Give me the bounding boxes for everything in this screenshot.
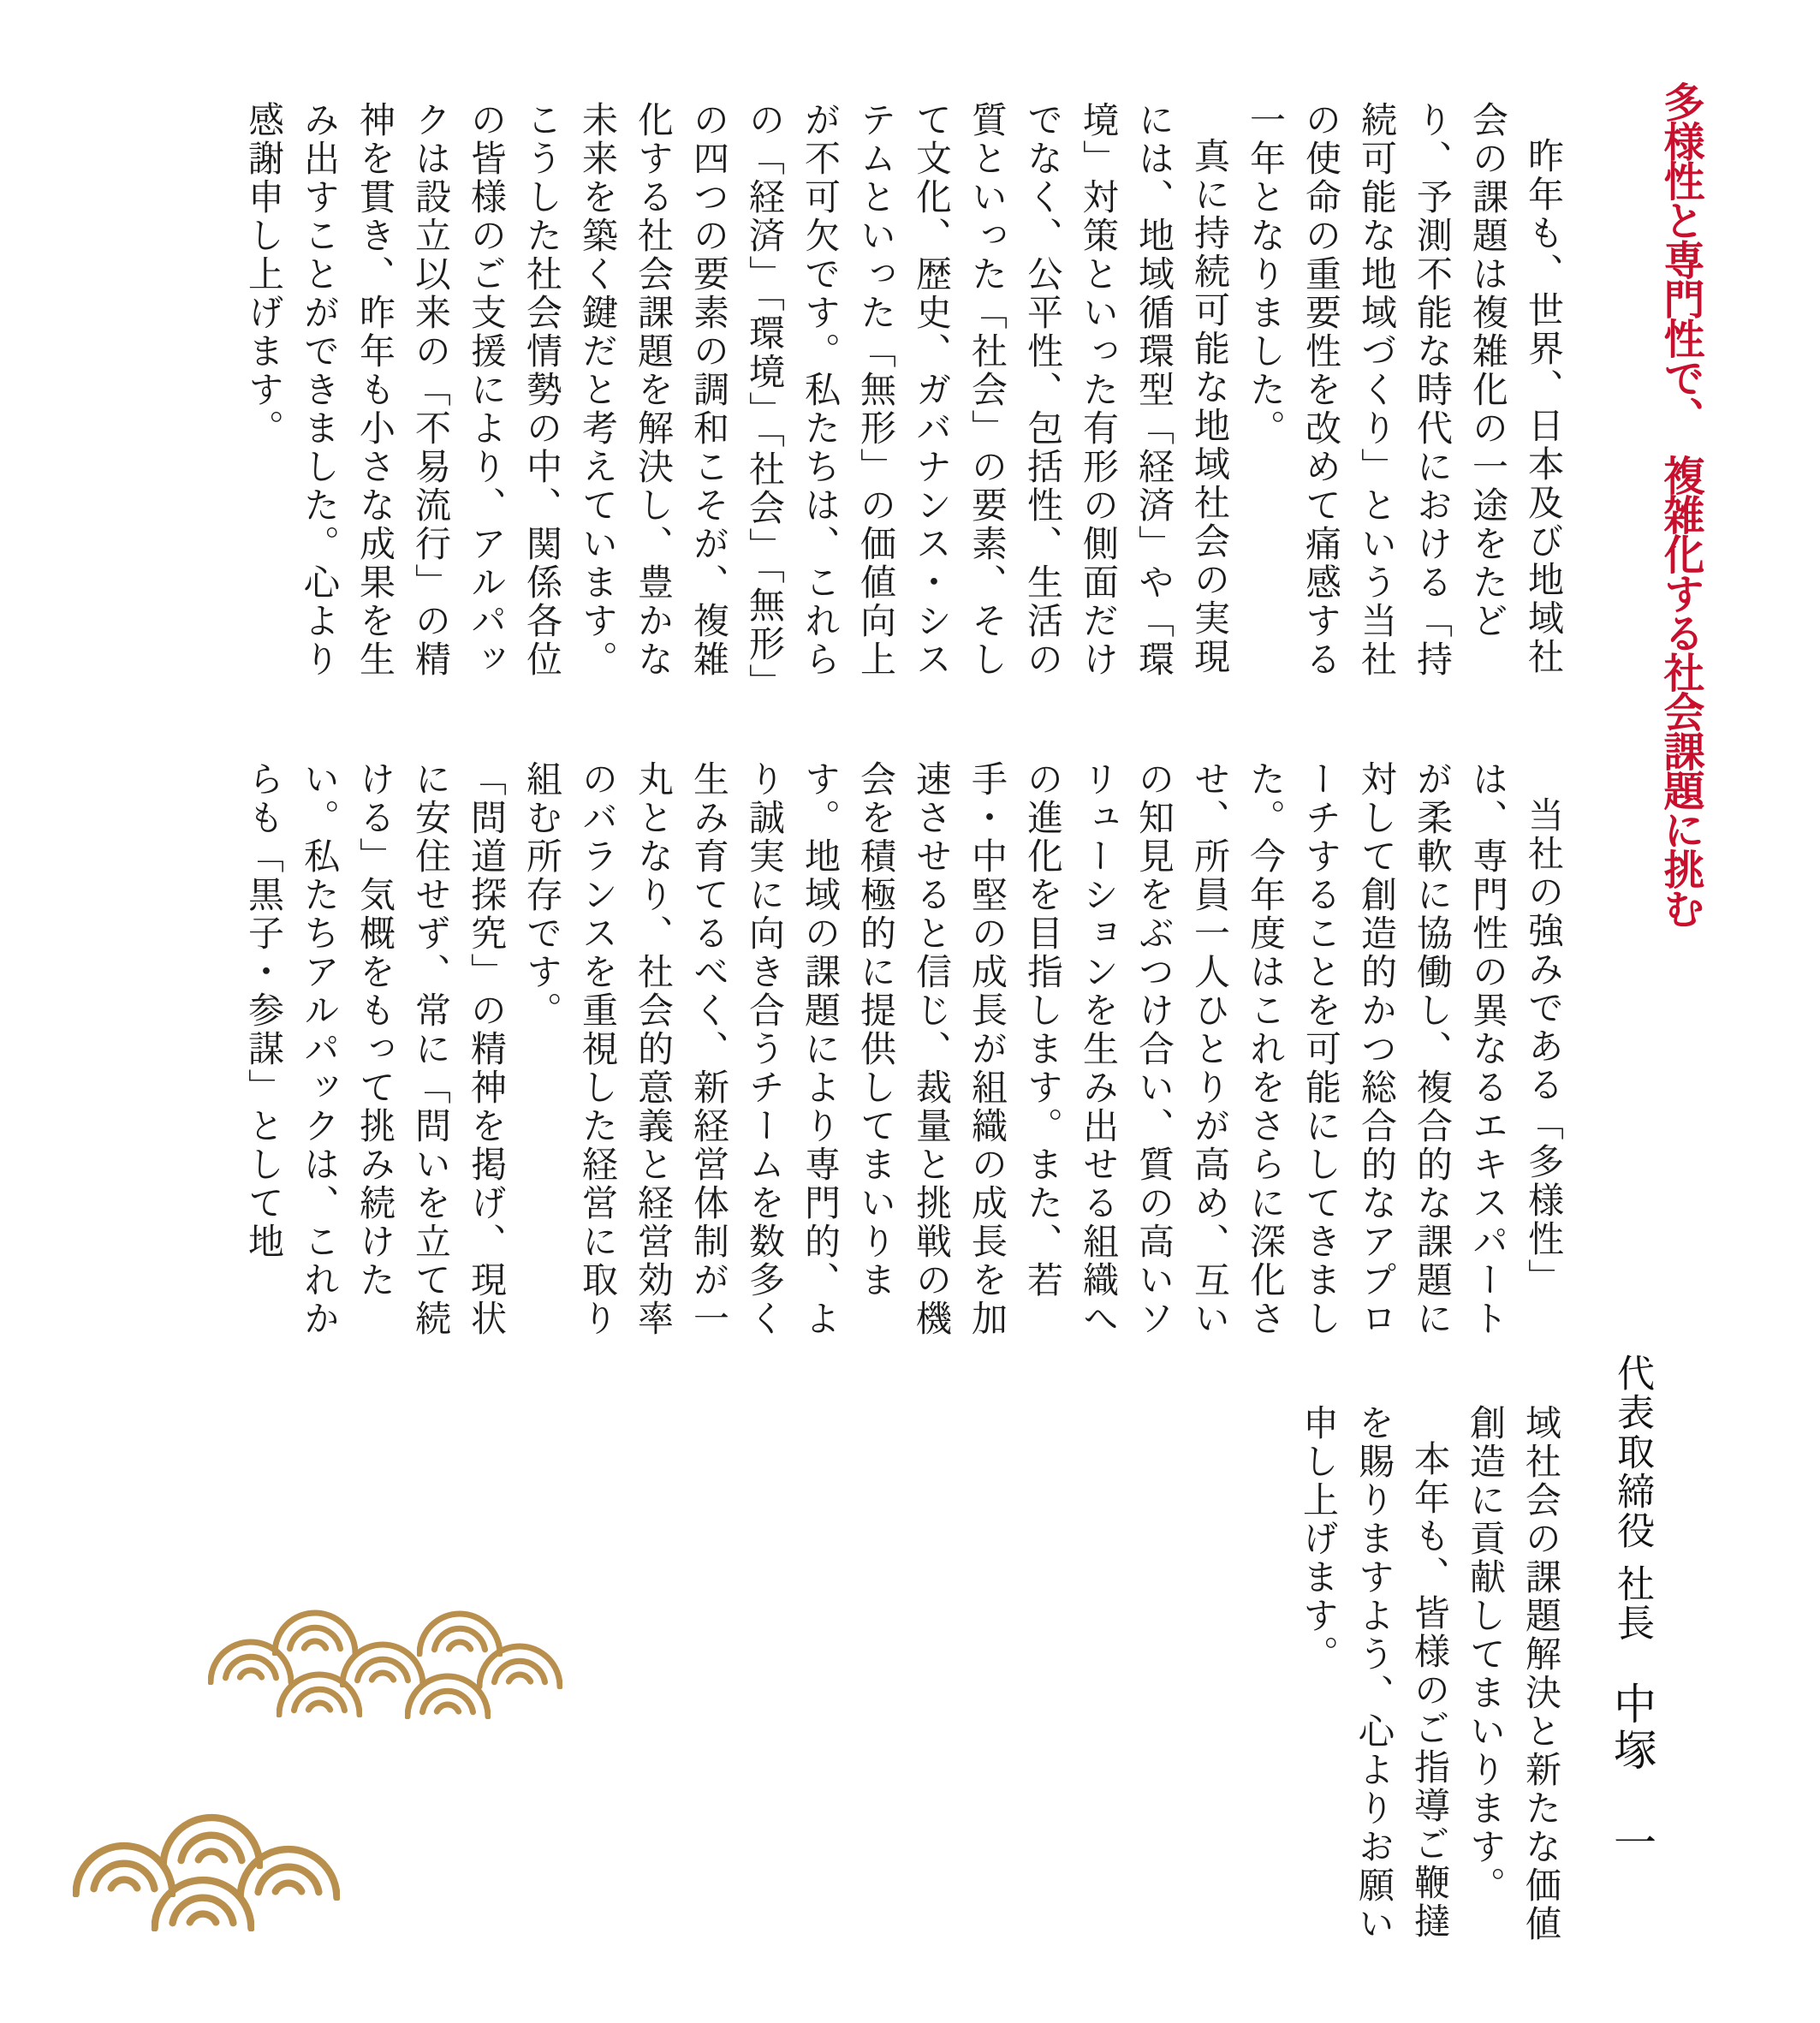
message-block-top [236, 101, 1572, 693]
signature-name: 中塚 一 [1607, 1681, 1656, 1866]
paragraph: 当社の強みである「多様性」は、専門性の異なるエキスパートが柔軟に協働し、複合的な課題に対して創造的かつ総合的なアプローチすることを可能にしてきました。今年度はこれをさらに深化させ、所員一人ひとりが高め、互いの知見をぶつけ合い、質の高いソリューションを生み出せる組織への進化を目指します。また、若手・中堅の成長が組織の成長を加速させると信じ、裁量と挑戦の機会を積極的に提供してまいります。地域の課題により専門的、より誠実に向き合うチームを数多く生み育てるべく、新経営体制が一丸となり、社会的意義と経営効率のバランスを重視した経営に取り組む所存です。 [521, 760, 1565, 1338]
paragraph: 真に持続可能な地域社会の実現には、地域循環型「経済」や「環境」対策といった有形の側面だけでなく、公平性、包括性、生活の質といった「社会」の要素、そして文化、歴史、ガバナンス・システムといった「無形」の価値向上が不可欠です。私たちは、これらの「経済」「環境」「社会」「無形」の四つの要素の調和こそが、複雑化する社会課題を解決し、豊かな未来を築く鍵だと考えています。こうした社会情勢の中、関係各位の皆様のご支援により、アルパックは設立以来の「不易流行」の精神を貫き、昨年も小さな成果を生み出すことができました。心より感謝申し上げます。 [243, 101, 1231, 684]
wave-fan [419, 1614, 500, 1654]
message-block-middle [236, 760, 1572, 1353]
seigaiha-wave-icon [205, 1603, 565, 1723]
wave-fan [479, 1646, 560, 1687]
paragraph: 本年も、皆様のご指導ご鞭撻を賜りますよう、心よりお願い申し上げます。 [1298, 1404, 1451, 1943]
paragraph: 「問道探究」の精神を掲げ、現状に安住せず、常に「問いを立て続ける」気概をもって挑み続けたい。私たちアルパックは、これからも「黒子・参謀」として地 [243, 760, 508, 1338]
paragraph: 昨年も、世界、日本及び地域社会の課題は複雑化の一途をたどり、予測不能な時代における「持続可能な地域づくり」という当社の使命の重要性を改めて痛感する一年となりました。 [1245, 101, 1565, 679]
signature [1557, 1299, 1706, 1866]
wave-fan [407, 1676, 488, 1717]
wave-fan [241, 1849, 337, 1897]
wave-fan [76, 1846, 173, 1894]
wave-fan [275, 1613, 355, 1653]
wave-fan [164, 1818, 260, 1865]
page-title: 多様性と専門性で、 複雑化する社会課題に挑む [1656, 81, 1704, 927]
paragraph: 域社会の課題解決と新たな価値創造に貢献してまいります。 [1465, 1404, 1562, 1943]
wave-fan [211, 1642, 291, 1682]
seigaiha-wave-icon [68, 1805, 351, 1935]
message-block-bottom-right [1291, 1404, 1569, 1952]
signature-role: 代表取締役 社長 [1610, 1353, 1654, 1643]
